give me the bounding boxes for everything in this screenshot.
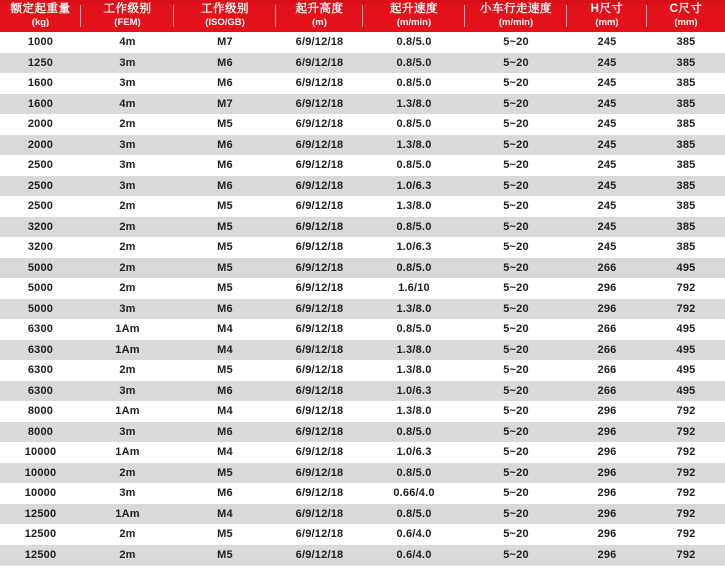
table-cell: 6/9/12/18 [295, 220, 344, 233]
table-cell: M4 [217, 405, 233, 418]
table-cell: 5~20 [503, 138, 529, 151]
table-row [0, 340, 725, 361]
table-cell: 5~20 [503, 364, 529, 377]
table-cell: 1.3/8.0 [396, 97, 432, 110]
table-cell: 6/9/12/18 [295, 159, 344, 172]
table-cell: 792 [676, 528, 696, 541]
table-cell: 792 [676, 425, 696, 438]
column-header [363, 0, 465, 32]
table-cell: 245 [597, 241, 617, 254]
table-cell: 385 [676, 56, 696, 69]
table-cell: 3m [119, 487, 136, 500]
table-cell: 1.3/8.0 [396, 343, 432, 356]
table-cell: 6300 [27, 364, 54, 377]
table-cell: M5 [217, 118, 233, 131]
table-cell: M6 [217, 179, 233, 192]
table-cell: 385 [676, 36, 696, 49]
table-cell: 0.8/5.0 [396, 77, 432, 90]
table-cell: M6 [217, 487, 233, 500]
table-cell: 245 [597, 179, 617, 192]
table-cell: 3m [119, 56, 136, 69]
table-cell: M7 [217, 97, 233, 110]
table-cell: 792 [676, 282, 696, 295]
table-row [0, 278, 725, 299]
table-cell: 296 [597, 282, 617, 295]
table-row [0, 504, 725, 525]
table-cell: 5~20 [503, 77, 529, 90]
table-cell: 266 [597, 323, 617, 336]
table-row [0, 483, 725, 504]
table-cell: 1.3/8.0 [396, 200, 432, 213]
table-cell: 245 [597, 36, 617, 49]
table-cell: 6/9/12/18 [295, 97, 344, 110]
table-row [0, 299, 725, 320]
table-cell: 266 [597, 261, 617, 274]
table-cell: 8000 [27, 425, 54, 438]
table-cell: 296 [597, 548, 617, 561]
table-row [0, 401, 725, 422]
table-cell: 5~20 [503, 241, 529, 254]
column-header [647, 0, 725, 32]
table-cell: 495 [676, 323, 696, 336]
table-cell: 495 [676, 261, 696, 274]
table-row [0, 524, 725, 545]
table-cell: 1.3/8.0 [396, 364, 432, 377]
table-cell: M4 [217, 343, 233, 356]
table-cell: 4m [119, 97, 136, 110]
column-header-unit: (FEM) [114, 16, 141, 28]
table-cell: M4 [217, 323, 233, 336]
table-cell: 296 [597, 405, 617, 418]
table-cell: 2m [119, 220, 136, 233]
table-cell: 5~20 [503, 36, 529, 49]
table-cell: M5 [217, 200, 233, 213]
table-cell: 6/9/12/18 [295, 343, 344, 356]
table-cell: 792 [676, 405, 696, 418]
table-cell: 245 [597, 77, 617, 90]
table-cell: 792 [676, 302, 696, 315]
column-header-label: 额定起重量 [10, 3, 71, 16]
column-header-unit: (m) [312, 16, 327, 28]
table-cell: 495 [676, 343, 696, 356]
table-cell: 5~20 [503, 425, 529, 438]
table-cell: 1.3/8.0 [396, 405, 432, 418]
table-cell: M6 [217, 302, 233, 315]
table-cell: 2m [119, 466, 136, 479]
table-row [0, 422, 725, 443]
table-cell: 6/9/12/18 [295, 487, 344, 500]
table-cell: 296 [597, 487, 617, 500]
table-cell: 0.6/4.0 [396, 528, 432, 541]
column-header-unit: (mm) [595, 16, 619, 28]
table-row [0, 237, 725, 258]
table-cell: 296 [597, 466, 617, 479]
table-cell: 5~20 [503, 323, 529, 336]
table-cell: 1.0/6.3 [396, 446, 432, 459]
table-cell: 385 [676, 220, 696, 233]
table-cell: 385 [676, 97, 696, 110]
table-cell: 5~20 [503, 405, 529, 418]
table-cell: 1600 [27, 97, 54, 110]
table-cell: 5~20 [503, 282, 529, 295]
table-cell: 245 [597, 200, 617, 213]
table-cell: 495 [676, 364, 696, 377]
table-cell: M5 [217, 528, 233, 541]
column-header-unit: (m/min) [396, 16, 432, 28]
table-cell: 245 [597, 159, 617, 172]
table-cell: 2m [119, 241, 136, 254]
table-cell: 296 [597, 528, 617, 541]
table-cell: 3m [119, 179, 136, 192]
column-header-unit: (kg) [31, 16, 50, 28]
table-cell: 12500 [24, 528, 57, 541]
table-cell: 3m [119, 384, 136, 397]
table-cell: 5~20 [503, 200, 529, 213]
table-cell: 10000 [24, 487, 57, 500]
table-cell: 3m [119, 159, 136, 172]
table-cell: M6 [217, 159, 233, 172]
table-cell: 12500 [24, 507, 57, 520]
column-header-label: 工作级别 [103, 3, 152, 16]
table-cell: M5 [217, 466, 233, 479]
table-cell: 385 [676, 200, 696, 213]
table-cell: 6/9/12/18 [295, 77, 344, 90]
column-header-label: 起升高度 [295, 3, 344, 16]
column-header [81, 0, 174, 32]
table-row [0, 53, 725, 74]
table-cell: 5~20 [503, 118, 529, 131]
table-row [0, 545, 725, 566]
table-cell: 1.0/6.3 [396, 241, 432, 254]
table-row [0, 114, 725, 135]
table-cell: 3200 [27, 220, 54, 233]
table-cell: 2000 [27, 118, 54, 131]
table-cell: 5~20 [503, 343, 529, 356]
column-header-label: 小车行走速度 [480, 3, 552, 16]
table-cell: 6/9/12/18 [295, 138, 344, 151]
table-row [0, 32, 725, 53]
table-cell: 5~20 [503, 220, 529, 233]
column-header [174, 0, 276, 32]
table-cell: 5000 [27, 282, 54, 295]
table-row [0, 258, 725, 279]
table-cell: 1Am [115, 446, 140, 459]
table-cell: 10000 [24, 446, 57, 459]
table-cell: 0.6/4.0 [396, 548, 432, 561]
table-cell: 3m [119, 138, 136, 151]
table-cell: 6/9/12/18 [295, 446, 344, 459]
table-cell: 6300 [27, 323, 54, 336]
table-header-row [0, 0, 725, 32]
table-cell: 5~20 [503, 487, 529, 500]
table-cell: 1250 [27, 56, 54, 69]
table-cell: 6/9/12/18 [295, 405, 344, 418]
table-cell: 0.8/5.0 [396, 118, 432, 131]
table-cell: 4m [119, 36, 136, 49]
table-row [0, 196, 725, 217]
table-row [0, 135, 725, 156]
table-cell: 2m [119, 528, 136, 541]
table-cell: 296 [597, 425, 617, 438]
table-cell: 5~20 [503, 56, 529, 69]
table-row [0, 463, 725, 484]
table-cell: 5~20 [503, 466, 529, 479]
table-cell: 6/9/12/18 [295, 384, 344, 397]
table-cell: 2000 [27, 138, 54, 151]
table-cell: 6/9/12/18 [295, 179, 344, 192]
table-cell: 0.8/5.0 [396, 159, 432, 172]
table-cell: 6/9/12/18 [295, 548, 344, 561]
table-cell: 3m [119, 302, 136, 315]
table-cell: M6 [217, 384, 233, 397]
table-cell: M5 [217, 220, 233, 233]
table-cell: M6 [217, 56, 233, 69]
table-cell: 0.8/5.0 [396, 323, 432, 336]
table-cell: 385 [676, 138, 696, 151]
table-cell: 0.8/5.0 [396, 56, 432, 69]
table-row [0, 319, 725, 340]
table-cell: 3m [119, 425, 136, 438]
table-cell: 10000 [24, 466, 57, 479]
table-cell: 6/9/12/18 [295, 118, 344, 131]
table-cell: 5~20 [503, 548, 529, 561]
table-cell: 792 [676, 446, 696, 459]
table-cell: M6 [217, 138, 233, 151]
table-cell: 2m [119, 200, 136, 213]
column-header-label: H尺寸 [590, 3, 624, 16]
table-cell: 495 [676, 384, 696, 397]
table-cell: M5 [217, 282, 233, 295]
table-cell: 2500 [27, 200, 54, 213]
table-cell: M5 [217, 261, 233, 274]
table-cell: 1600 [27, 77, 54, 90]
table-cell: 6/9/12/18 [295, 261, 344, 274]
table-cell: 385 [676, 241, 696, 254]
table-cell: 245 [597, 118, 617, 131]
table-cell: 5~20 [503, 507, 529, 520]
table-cell: 1.6/10 [398, 282, 430, 295]
table-cell: 6/9/12/18 [295, 302, 344, 315]
table-cell: 5000 [27, 302, 54, 315]
table-cell: 296 [597, 302, 617, 315]
table-cell: 6/9/12/18 [295, 56, 344, 69]
table-cell: 1.0/6.3 [396, 179, 432, 192]
column-header-unit: (mm) [674, 16, 698, 28]
table-cell: 6/9/12/18 [295, 241, 344, 254]
table-cell: M6 [217, 425, 233, 438]
table-cell: 5000 [27, 261, 54, 274]
table-cell: 266 [597, 364, 617, 377]
table-body [0, 32, 725, 566]
table-cell: M5 [217, 241, 233, 254]
table-cell: 2m [119, 261, 136, 274]
table-cell: 6/9/12/18 [295, 36, 344, 49]
table-cell: 6/9/12/18 [295, 323, 344, 336]
table-row [0, 94, 725, 115]
table-cell: 6300 [27, 343, 54, 356]
table-cell: 5~20 [503, 446, 529, 459]
table-cell: 0.8/5.0 [396, 425, 432, 438]
table-cell: 266 [597, 384, 617, 397]
table-row [0, 442, 725, 463]
table-cell: M4 [217, 446, 233, 459]
table-cell: 5~20 [503, 159, 529, 172]
table-cell: 0.8/5.0 [396, 261, 432, 274]
table-cell: 0.66/4.0 [393, 487, 435, 500]
table-cell: M5 [217, 364, 233, 377]
table-cell: 2m [119, 118, 136, 131]
column-header [567, 0, 647, 32]
table-cell: 245 [597, 138, 617, 151]
column-header-unit: (ISO/GB) [205, 16, 245, 28]
table-cell: 0.8/5.0 [396, 220, 432, 233]
table-cell: 1Am [115, 343, 140, 356]
table-row [0, 360, 725, 381]
table-row [0, 176, 725, 197]
table-cell: 1Am [115, 405, 140, 418]
table-cell: 6/9/12/18 [295, 200, 344, 213]
table-cell: 12500 [24, 548, 57, 561]
table-cell: 385 [676, 179, 696, 192]
table-cell: 2m [119, 548, 136, 561]
table-cell: M5 [217, 548, 233, 561]
table-cell: 5~20 [503, 302, 529, 315]
table-cell: 792 [676, 507, 696, 520]
table-cell: 2500 [27, 159, 54, 172]
table-cell: 3m [119, 77, 136, 90]
table-cell: 5~20 [503, 528, 529, 541]
column-header [0, 0, 81, 32]
table-cell: 5~20 [503, 384, 529, 397]
column-header-label: 起升速度 [390, 3, 438, 16]
table-cell: 1000 [27, 36, 54, 49]
table-cell: 5~20 [503, 179, 529, 192]
table-cell: 1Am [115, 323, 140, 336]
table-cell: 296 [597, 507, 617, 520]
table-cell: 792 [676, 548, 696, 561]
table-cell: M7 [217, 36, 233, 49]
table-cell: 1.0/6.3 [396, 384, 432, 397]
table-cell: 6/9/12/18 [295, 528, 344, 541]
table-cell: 8000 [27, 405, 54, 418]
table-cell: 385 [676, 159, 696, 172]
table-cell: 792 [676, 487, 696, 500]
table-cell: 1Am [115, 507, 140, 520]
table-cell: M4 [217, 507, 233, 520]
table-cell: 1.3/8.0 [396, 138, 432, 151]
column-header-label: 工作级别 [201, 3, 249, 16]
table-cell: 6/9/12/18 [295, 466, 344, 479]
table-cell: 385 [676, 118, 696, 131]
table-cell: 2m [119, 364, 136, 377]
table-cell: 0.8/5.0 [396, 36, 432, 49]
table-cell: 6/9/12/18 [295, 364, 344, 377]
table-row [0, 155, 725, 176]
table-cell: 385 [676, 77, 696, 90]
column-header [276, 0, 363, 32]
table-cell: 245 [597, 56, 617, 69]
table-cell: 2m [119, 282, 136, 295]
table-row [0, 381, 725, 402]
table-cell: 1.3/8.0 [396, 302, 432, 315]
table-cell: 2500 [27, 179, 54, 192]
table-cell: 5~20 [503, 261, 529, 274]
table-row [0, 217, 725, 238]
column-header [465, 0, 567, 32]
table-cell: M6 [217, 77, 233, 90]
table-cell: 5~20 [503, 97, 529, 110]
table-cell: 266 [597, 343, 617, 356]
table-row [0, 73, 725, 94]
table-cell: 6/9/12/18 [295, 425, 344, 438]
column-header-label: C尺寸 [669, 3, 703, 16]
table-cell: 245 [597, 220, 617, 233]
table-cell: 296 [597, 446, 617, 459]
table-cell: 6300 [27, 384, 54, 397]
table-cell: 6/9/12/18 [295, 282, 344, 295]
table-cell: 245 [597, 97, 617, 110]
table-cell: 0.8/5.0 [396, 466, 432, 479]
column-header-unit: (m/min) [498, 16, 534, 28]
table-cell: 6/9/12/18 [295, 507, 344, 520]
table-cell: 792 [676, 466, 696, 479]
table-cell: 3200 [27, 241, 54, 254]
table-cell: 0.8/5.0 [396, 507, 432, 520]
